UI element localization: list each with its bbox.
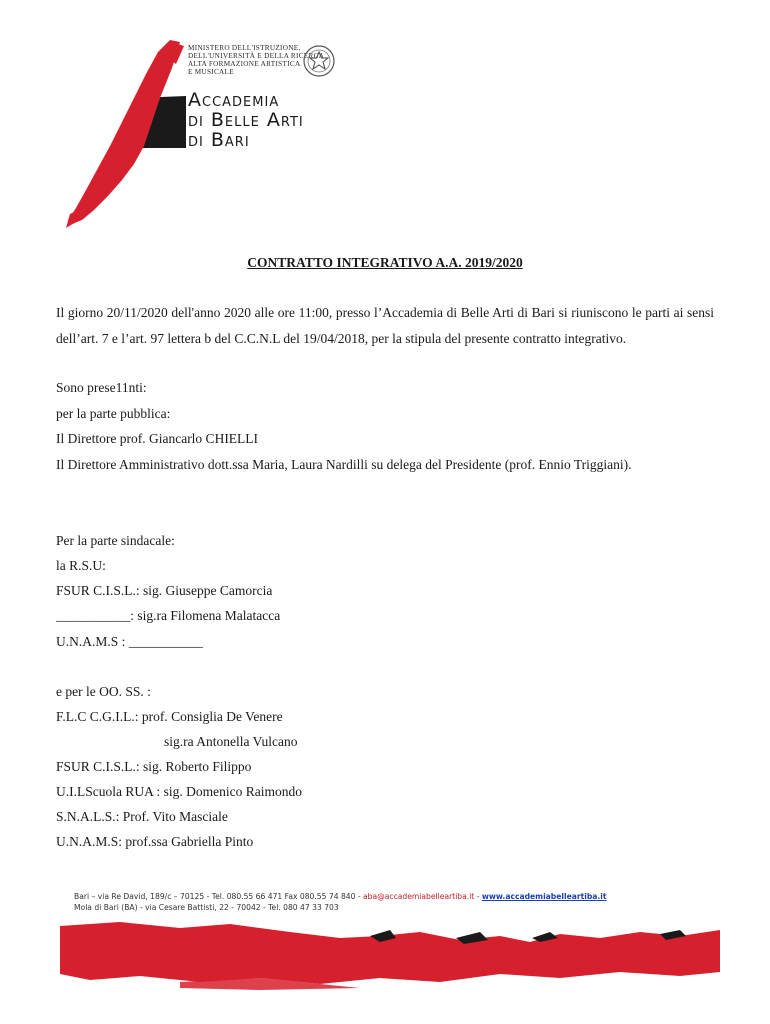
rsu-member: U.N.A.M.S : ___________	[56, 634, 204, 649]
ministry-line: E MUSICALE	[188, 68, 234, 76]
admin-director-paragraph: Il Direttore Amministrativo dott.ssa Maria, Laura Nardilli su delega del Presidente (prof. Ennio Triggiani).	[56, 457, 632, 472]
footer-email-link[interactable]: aba@accademiabelleartiba.it	[363, 892, 475, 901]
oo-ss-member: sig.ra Antonella Vulcano	[164, 734, 298, 749]
oo-ss-label: e per le OO. SS. :	[56, 684, 151, 699]
footer-separator: -	[474, 892, 482, 901]
academy-name-line: di Bari	[188, 129, 250, 151]
oo-ss-member: U.N.A.M.S: prof.ssa Gabriella Pinto	[56, 834, 254, 849]
ministry-line: DELL'UNIVERSITÀ E DELLA RICERCA	[188, 52, 325, 60]
footer-address-mola: Mola di Bari (BA) - via Cesare Battisti, 22 - 70042 - Tel. 080 47 33 703	[74, 903, 339, 912]
footer-contacts	[74, 891, 607, 913]
document-title: CONTRATTO INTEGRATIVO A.A. 2019/2020	[247, 255, 523, 270]
academy-name	[188, 90, 304, 150]
oo-ss-member: FSUR C.I.S.L.: sig. Roberto Filippo	[56, 759, 252, 774]
footer-website-link[interactable]: www.accademiabelleartiba.it	[481, 892, 607, 901]
footer-line-bari	[74, 891, 607, 902]
rsu-label: la R.S.U:	[56, 558, 106, 573]
ministry-line: MINISTERO DELL'ISTRUZIONE,	[188, 44, 301, 52]
intro-paragraph: Il giorno 20/11/2020 dell'anno 2020 alle ore 11:00, presso l’Accademia di Belle Arti di Bari si riuniscono le parti ai sensi dell’art. 7 e l’art. 97 lettera b del C.C.N.L del 19/04/2018, per la stipula del presente contratto integrativo.	[56, 305, 714, 346]
union-party-label: Per la parte sindacale:	[56, 533, 175, 548]
academy-logo-brush	[60, 38, 190, 228]
footer-brush-band	[60, 912, 720, 992]
footer-address-bari: Bari – via Re David, 189/c – 70125 - Tel. 080.55 66 471 Fax 080.55 74 840 -	[74, 892, 364, 901]
oo-ss-member: U.I.LScuola RUA : sig. Domenico Raimondo	[56, 784, 302, 799]
public-party-label: per la parte pubblica:	[56, 406, 171, 421]
republic-emblem-icon	[302, 44, 336, 78]
oo-ss-member: F.L.C C.G.I.L.: prof. Consiglia De Venere	[56, 709, 283, 724]
academy-name-line: Accademia	[188, 89, 280, 111]
rsu-member: FSUR C.I.S.L.: sig. Giuseppe Camorcia	[56, 583, 273, 598]
oo-ss-member: S.N.A.L.S.: Prof. Vito Masciale	[56, 809, 228, 824]
rsu-member: ___________: sig.ra Filomena Malatacca	[56, 608, 281, 623]
director-line: Il Direttore prof. Giancarlo CHIELLI	[56, 431, 259, 446]
present-label: Sono prese11nti:	[56, 380, 147, 395]
ministry-line: ALTA FORMAZIONE ARTISTICA	[188, 60, 301, 68]
academy-name-line: di Belle Arti	[188, 109, 304, 131]
